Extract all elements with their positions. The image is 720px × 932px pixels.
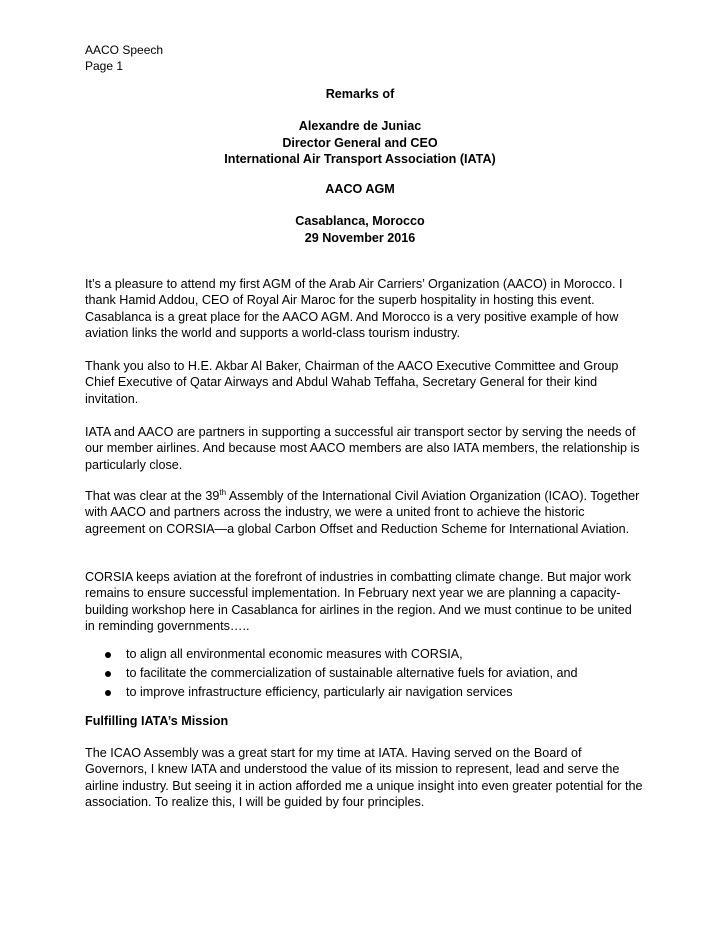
paragraph-4 [85, 488, 645, 537]
event-location: Casablanca, Morocco [295, 214, 425, 228]
paragraph-3-text: IATA and AACO are partners in supporting a successful air transport sector by serving the needs of our member airlines. And because most AACO members are also IATA members, the relationship is particularly close. [85, 425, 640, 472]
ordinal-superscript: th [219, 487, 227, 497]
bullet-text: to improve infrastructure efficiency, particularly air navigation services [126, 684, 513, 699]
speaker-role: Director General and CEO [282, 135, 438, 150]
header-page-number: Page 1 [85, 59, 124, 73]
paragraph-1-text: It’s a pleasure to attend my first AGM of the Arab Air Carriers’ Organization (AACO) in Morocco. I thank Hamid Addou, CEO of Royal Air Maroc for the superb hospitality in hosting this event. Casablanca is a great place for the AACO AGM. And Morocco is a very positive example of how aviation links the world and supports a world-class tourism industry. [85, 277, 623, 341]
bullet-text: to facilitate the commercialization of sustainable alternative fuels for aviation, and [126, 665, 578, 680]
list-item [85, 664, 645, 683]
paragraph-3 [85, 424, 645, 473]
page-header [85, 42, 163, 74]
bullet-icon [105, 671, 111, 677]
paragraph-6-text: The ICAO Assembly was a great start for my time at IATA. Having served on the Board of Governors, I knew IATA and understood the value of its mission to represent, lead and serve the airline industry. But seeing it in action afforded me a unique insight into even greater potential for the association. To realize this, I will be guided by four principles. [85, 746, 643, 810]
paragraph-1 [85, 276, 645, 342]
paragraph-2-text: Thank you also to H.E. Akbar Al Baker, Chairman of the AACO Executive Committee and Group Chief Executive of Qatar Airways and Abdul Wahab Teffaha, Secretary General for their kind invitation. [85, 359, 619, 406]
paragraph-5 [85, 569, 645, 635]
bullet-icon [105, 652, 111, 658]
paragraph-4-end: Assembly of the International Civil Aviation Organization (ICAO). Together with AACO and partners across the industry, we were a united front to achieve the historic agreement on CORSIA—a global Carbon Offset and Reduction Scheme for International Aviation. [85, 489, 640, 536]
speaker-block [85, 118, 635, 168]
header-title: AACO Speech [85, 43, 164, 57]
remarks-label: Remarks of [325, 87, 395, 101]
event-details [85, 213, 635, 246]
paragraph-2 [85, 358, 645, 407]
event-name: AACO AGM [325, 182, 395, 196]
speaker-name: Alexandre de Juniac [298, 119, 422, 133]
section-heading: Fulfilling IATA’s Mission [85, 714, 229, 728]
bullet-list [85, 645, 645, 701]
list-item [85, 683, 645, 702]
paragraph-4-text [85, 488, 645, 537]
paragraph-6 [85, 745, 645, 811]
bullet-text: to align all environmental economic measures with CORSIA, [126, 647, 463, 661]
bullet-icon [105, 690, 111, 696]
paragraph-4-start: That was clear at the 39 [85, 489, 220, 503]
list-item [85, 645, 645, 664]
speaker-organization: International Air Transport Association (IATA) [224, 152, 496, 166]
paragraph-5-text: CORSIA keeps aviation at the forefront of industries in combatting climate change. But major work remains to ensure successful implementation. In February next year we are planning a capacity-building workshop here in Casablanca for airlines in the region. And we must continue to be united in reminding governments….. [85, 570, 632, 634]
event-date: 29 November 2016 [304, 230, 416, 245]
